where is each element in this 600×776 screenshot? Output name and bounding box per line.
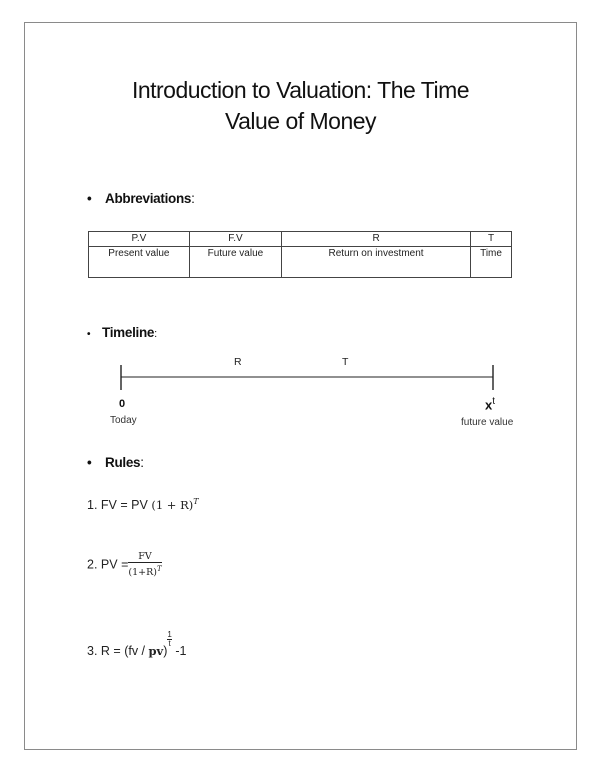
section-timeline (87, 325, 157, 340)
rule-future-value (87, 497, 199, 512)
exponent-numerator: 1 (167, 630, 172, 639)
bullet-icon: • (87, 191, 92, 206)
rule-lhs: R = (fv / (100, 644, 146, 658)
table-header-cell: R (282, 232, 471, 247)
rule-present-value (87, 551, 162, 579)
timeline-end-caption: future value (461, 417, 514, 428)
section-rules (87, 455, 144, 470)
abbreviations-table (88, 231, 512, 278)
table-header-cell: F.V (189, 232, 281, 247)
bullet-icon: • (87, 329, 91, 340)
rule-fraction (128, 551, 161, 579)
rule-tail: -1 (175, 644, 187, 658)
timeline-end-exponent: t (492, 396, 496, 407)
table-header-cell: T (471, 232, 512, 247)
rule-lhs: FV = (100, 497, 128, 512)
rule-pv: pv (148, 644, 164, 658)
table-cell: Time (471, 247, 512, 278)
table-header-row (89, 232, 512, 247)
timeline-label-r: R (234, 356, 242, 368)
section-heading-timeline: Timeline (102, 325, 155, 340)
bullet-icon: • (87, 455, 92, 470)
title-line-2: Value of Money (224, 108, 377, 134)
fraction-denominator: $(1+R)^T$ (128, 565, 162, 579)
timeline-end-base: x (485, 397, 493, 413)
timeline-start-value: 0 (119, 398, 126, 410)
section-heading-abbreviations: Abbreviations (105, 191, 192, 206)
table-header-cell: P.V (89, 232, 190, 247)
table-cell: Future value (189, 247, 281, 278)
rule-pv: PV (131, 497, 148, 512)
heading-colon: : (154, 328, 157, 340)
heading-colon: : (191, 191, 195, 206)
timeline-end-value (485, 396, 495, 412)
section-heading-rules: Rules (105, 455, 141, 470)
rule-number: 3. (87, 644, 98, 658)
table-cell: Return on investment (282, 247, 471, 278)
title-line-1: Introduction to Valuation: The Time (131, 77, 470, 103)
document-page (24, 22, 577, 750)
heading-colon: : (140, 455, 144, 470)
rule-close-paren: ) (163, 644, 168, 658)
section-abbreviations (87, 191, 195, 206)
rule-number: 2. (87, 557, 98, 572)
table-cell: Present value (89, 247, 190, 278)
rule-growth-factor: $(1 + R)^T$ (151, 497, 199, 512)
timeline-start-caption: Today (110, 415, 137, 426)
rule-return (87, 631, 186, 658)
rule-exponent-fraction (167, 631, 171, 648)
timeline-label-t: T (342, 356, 349, 368)
rule-lhs: PV = (100, 557, 129, 572)
fraction-numerator: FV (128, 551, 161, 563)
table-row (89, 247, 512, 278)
exponent-denominator: t (168, 639, 171, 648)
rule-number: 1. (87, 497, 98, 512)
document-title (25, 75, 576, 137)
